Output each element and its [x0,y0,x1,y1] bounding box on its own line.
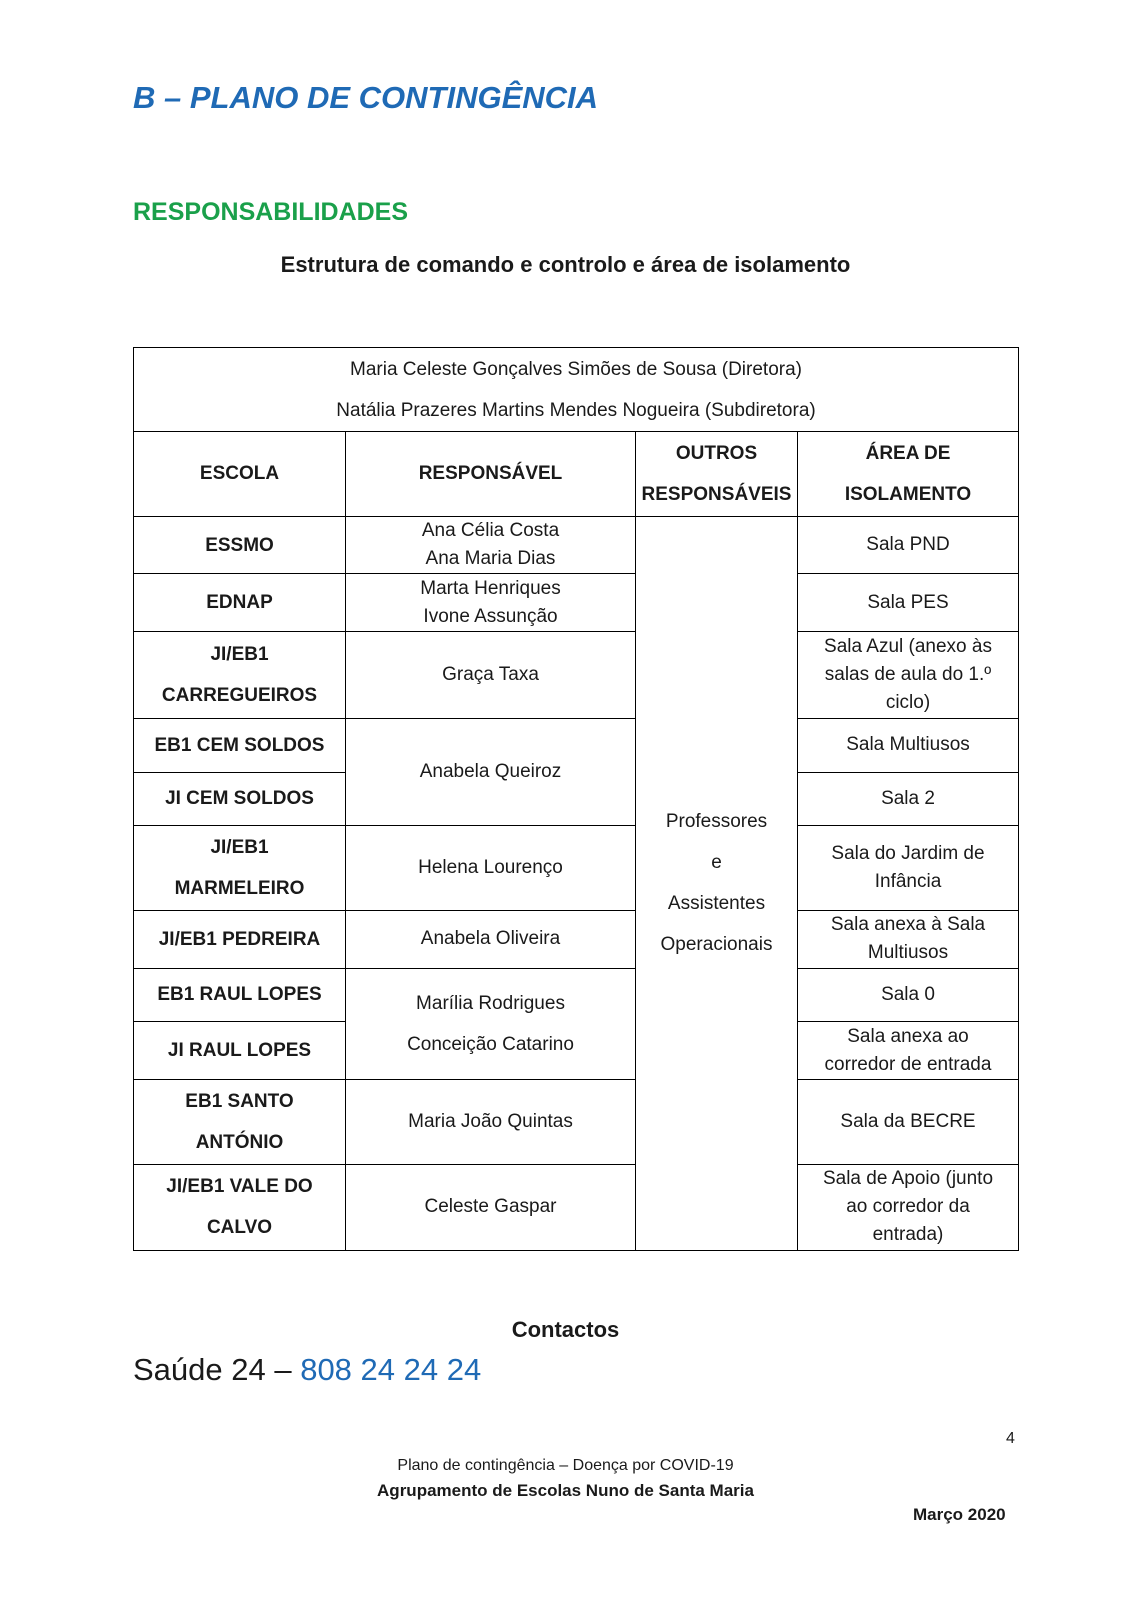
area-line: Sala do Jardim de [831,843,985,864]
footer-document-title: Plano de contingência – Doença por COVID-19 [397,1457,734,1474]
responsible-name: Ana Célia Costa [421,520,560,542]
responsible-cell: Anabela Oliveira [346,910,636,968]
school-name-line: ANTÓNIO [195,1131,284,1153]
outros-line: Professores [665,811,768,833]
area-line: Sala anexa ao [847,1025,969,1047]
area-line: salas de aula do 1.º [824,664,992,686]
school-name-line: JI/EB1 [210,644,269,666]
header-outros-line1: OUTROS [675,442,758,464]
school-cell [134,632,346,718]
area-line: ciclo) [885,692,931,714]
table-row [134,968,1019,1022]
responsible-cell: Maria João Quintas [346,1080,636,1164]
school-name-line: JI/EB1 [210,837,269,858]
table-row [134,1080,1019,1164]
subdirector-name: Natália Prazeres Martins Mendes Nogueira (Subdiretora) [336,399,816,421]
page-number: 4 [1006,1430,1015,1447]
header-responsavel: RESPONSÁVEL [346,432,636,516]
header-area-line2: ISOLAMENTO [844,483,972,505]
school-name-line: CARREGUEIROS [161,685,318,707]
responsible-cell: Anabela Queiroz [346,718,636,826]
isolation-area-cell [798,1022,1019,1080]
isolation-area-cell [798,826,1019,910]
area-line: Sala de Apoio (junto [822,1168,994,1190]
area-line: Sala Azul (anexo às [824,636,992,658]
area-line: Multiusos [867,942,949,964]
isolation-area-cell: Sala PES [798,574,1019,632]
school-cell: ESSMO [134,516,346,574]
contacts-heading: Contactos [511,1317,620,1342]
table-row [134,632,1019,718]
area-line: corredor de entrada [824,1053,992,1075]
table-row [134,910,1019,968]
responsible-cell: Celeste Gaspar [346,1164,636,1250]
phone-label: Saúde 24 – [133,1352,301,1387]
other-responsibles-cell [636,516,798,1250]
director-name: Maria Celeste Gonçalves Simões de Sousa (Diretora) [350,358,802,380]
school-name-line: MARMELEIRO [174,878,305,899]
area-line: Sala anexa à Sala [830,914,986,936]
school-name-line: JI/EB1 VALE DO [166,1176,313,1198]
direction-row [134,348,1019,432]
school-name-line: EB1 SANTO [185,1090,294,1112]
isolation-area-cell: Sala da BECRE [798,1080,1019,1164]
area-line: entrada) [872,1224,944,1246]
footer-date: Março 2020 [913,1505,1006,1524]
header-area [798,432,1019,516]
area-line: Infância [874,871,942,892]
isolation-area-cell [798,1164,1019,1250]
header-escola: ESCOLA [134,432,346,516]
school-cell: JI RAUL LOPES [134,1022,346,1080]
isolation-area-cell: Sala Multiusos [798,718,1019,772]
outros-line: Operacionais [660,934,773,956]
school-name-line: CALVO [206,1217,273,1239]
direction-cell [134,348,1019,432]
school-cell: EB1 RAUL LOPES [134,968,346,1022]
isolation-area-cell [798,632,1019,718]
responsible-cell [346,968,636,1080]
header-outros [636,432,798,516]
table-row [134,516,1019,574]
isolation-area-cell: Sala 2 [798,772,1019,826]
outros-line: Assistentes [667,893,766,915]
responsible-name: Conceição Catarino [407,1033,574,1055]
isolation-area-cell [798,910,1019,968]
phone-number: 808 24 24 24 [300,1352,482,1387]
isolation-area-cell: Sala PND [798,516,1019,574]
responsible-name: Marília Rodrigues [416,992,565,1014]
school-cell: JI/EB1 PEDREIRA [134,910,346,968]
school-cell [134,1164,346,1250]
footer-organization: Agrupamento de Escolas Nuno de Santa Maria [377,1481,754,1500]
isolation-area-cell: Sala 0 [798,968,1019,1022]
responsible-name: Marta Henriques [420,577,561,599]
school-cell [134,1080,346,1164]
table-row [134,574,1019,632]
responsible-name: Ivone Assunção [423,605,558,627]
page-title: B – PLANO DE CONTINGÊNCIA [133,80,599,115]
school-cell: EDNAP [134,574,346,632]
school-cell: EB1 CEM SOLDOS [134,718,346,772]
responsible-name: Ana Maria Dias [425,548,556,570]
section-heading: RESPONSABILIDADES [133,198,409,226]
responsible-cell [346,574,636,632]
header-area-line1: ÁREA DE [865,442,951,464]
school-cell [134,826,346,910]
table-row [134,718,1019,772]
table-row [134,826,1019,910]
header-outros-line2: RESPONSÁVEIS [641,483,792,505]
responsibilities-table [133,347,1019,1251]
outros-line: e [711,852,722,874]
responsible-cell: Helena Lourenço [346,826,636,910]
phone-contact [133,1352,481,1388]
responsible-cell: Graça Taxa [346,632,636,718]
header-row [134,432,1019,516]
responsible-cell [346,516,636,574]
school-cell: JI CEM SOLDOS [134,772,346,826]
table-row [134,1164,1019,1250]
area-line: ao corredor da [846,1196,970,1218]
table-caption: Estrutura de comando e controlo e área de isolamento [280,252,851,277]
